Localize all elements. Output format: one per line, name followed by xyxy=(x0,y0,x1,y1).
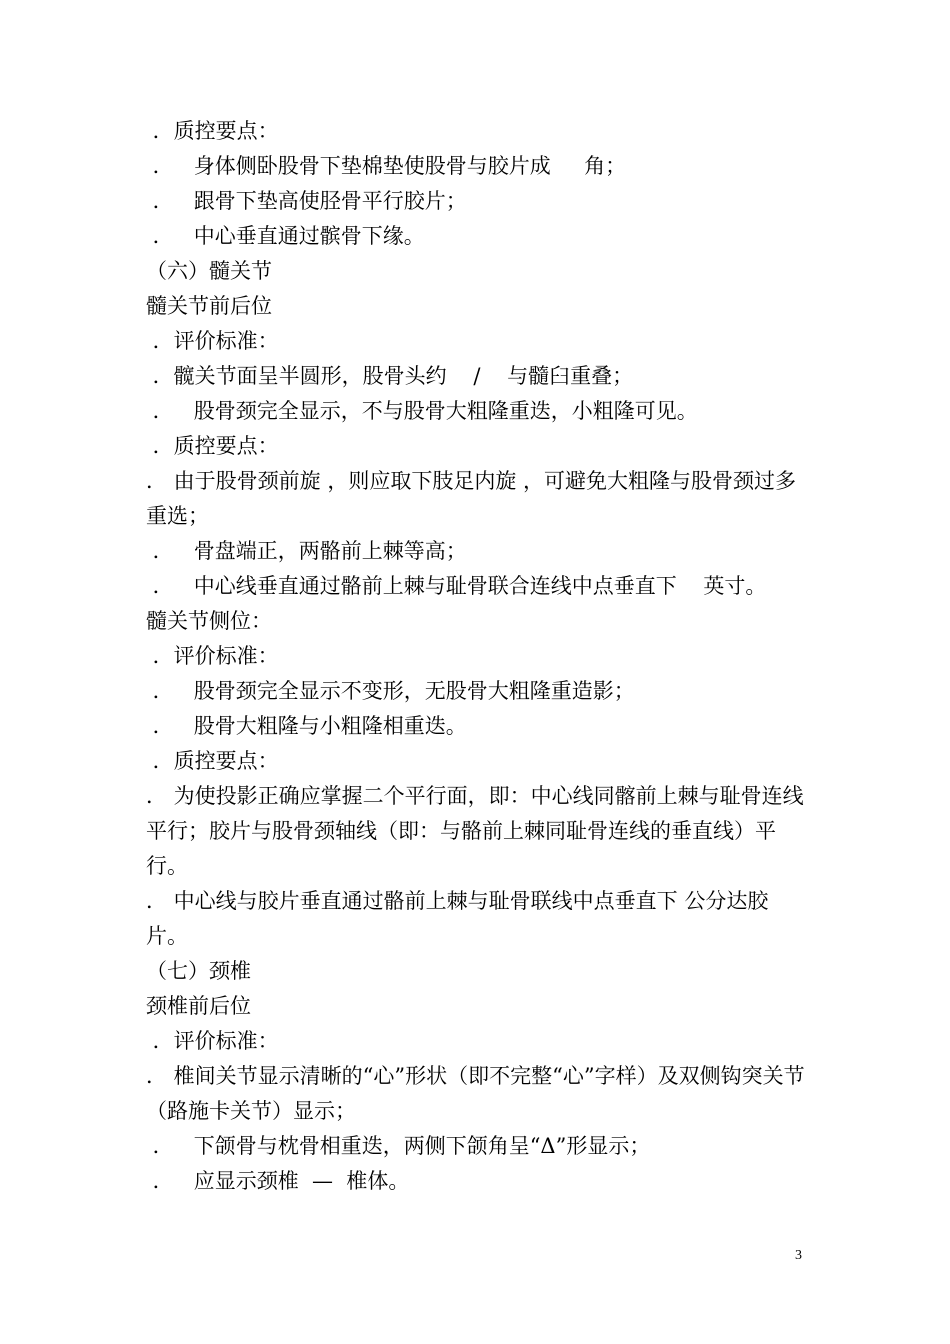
text-line: ．质控要点： xyxy=(146,749,279,773)
text-line: ．评价标准： xyxy=(146,644,279,668)
text-line: ． 骨盘端正，两骼前上棘等高； xyxy=(146,539,467,563)
text-line: ． 中心线垂直通过骼前上棘与耻骨联合连线中点垂直下 英寸。 xyxy=(146,574,767,598)
document-body xyxy=(146,114,810,1199)
text-line: ． 股骨大粗隆与小粗隆相重迭。 xyxy=(146,714,467,738)
text-line: ．髋关节面呈半圆形，股骨头约 / 与髓臼重叠； xyxy=(146,364,634,388)
text-line: ． 跟骨下垫高使胫骨平行胶片； xyxy=(146,189,467,213)
text-line: ． 中心垂直通过髌骨下缘。 xyxy=(146,224,425,248)
text-line: ．质控要点： xyxy=(146,119,279,143)
text-paragraph: ． 椎间关节显示清晰的“心”形状（即不完整“心”字样）及双侧钩突关节（路施卡关节）显示； xyxy=(146,1064,805,1123)
text-line: ． 下颌骨与枕骨相重迭，两侧下颌角呈“Δ”形显示； xyxy=(146,1134,651,1158)
text-line: ． 股骨颈完全显示，不与股骨大粗隆重迭，小粗隆可见。 xyxy=(146,399,698,423)
section-heading: （六）髓关节 xyxy=(146,259,272,283)
text-line: ．评价标准： xyxy=(146,1029,279,1053)
subsection-heading: 颈椎前后位 xyxy=(146,994,251,1018)
text-paragraph: ． 为使投影正确应掌握二个平行面，即：中心线同髂前上棘与耻骨连线平行；胶片与股骨颈轴线（即：与骼前上棘同耻骨连线的垂直线）平行。 xyxy=(146,784,804,878)
page-number: 3 xyxy=(795,1248,802,1263)
subsection-heading: 髓关节前后位 xyxy=(146,294,272,318)
text-line: ． 股骨颈完全显示不变形，无股骨大粗隆重造影； xyxy=(146,679,635,703)
subsection-heading: 髓关节侧位： xyxy=(146,609,272,633)
text-line: ．质控要点： xyxy=(146,434,279,458)
text-line: ．评价标准： xyxy=(146,329,279,353)
text-paragraph: ． 由于股骨颈前旋 ，则应取下肢足内旋 ，可避免大粗隆与股骨颈过多重选； xyxy=(146,469,797,528)
section-heading: （七）颈椎 xyxy=(146,959,251,983)
text-line: ． 应显示颈椎 — 椎体。 xyxy=(146,1169,410,1193)
text-line: ． 身体侧卧股骨下垫棉垫使股骨与胶片成 角； xyxy=(146,154,627,178)
text-paragraph: ． 中心线与胶片垂直通过骼前上棘与耻骨联线中点垂直下 公分达胶片。 xyxy=(146,889,769,948)
